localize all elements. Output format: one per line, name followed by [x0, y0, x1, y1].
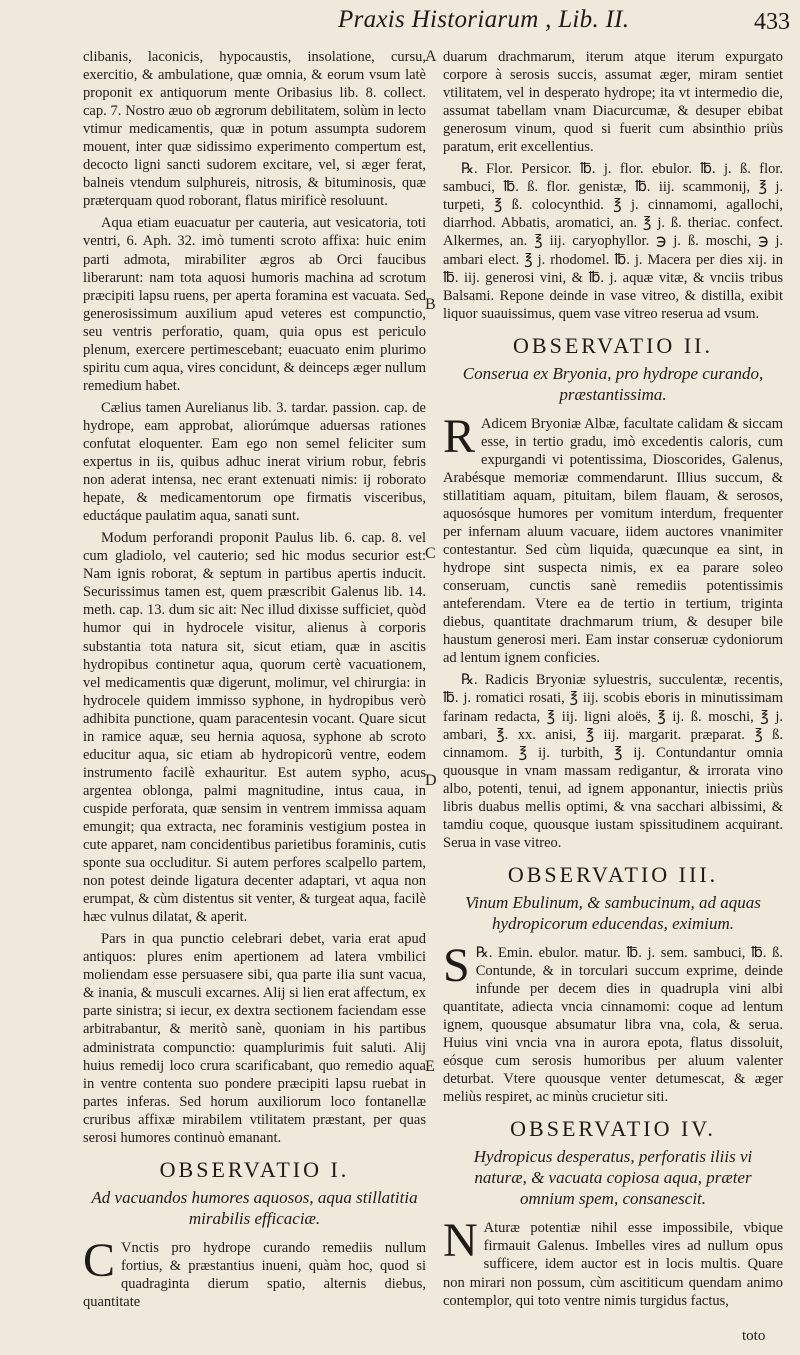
body-paragraph: clibanis, laconicis, hypocaustis, insolatione, cursu, exercitio, & ambulatione, quæ omnia, & eorum vsum latè proponit ex antiquorum mente Oribasius lib. 8. collect. cap. 7. Nostro æuo ob ægrorum debilitatem, solùm in lecto vtimur medicamentis, quæ in potum assumpta sudorem mouent, inter quæ sidissimo experimento compertum est, decocto ligni sancti sudorem excitare, vel, si æger ferat, balneis vtendum sulphureis, nitrosis, & bituminosis, quæ præterquam quod roborant, flatus mirificè resoluunt. [83, 49, 426, 210]
observation-subtitle: Hydropicus desperatus, perforatis iliis vi naturæ, & vacuata copiosa aqua, præter omnium spem, consanescit. [473, 1147, 753, 1209]
observation-text [443, 409, 783, 668]
observation-subtitle: Ad vacuandos humores aquosos, aqua stillatitia mirabilis efficaciæ. [91, 1187, 418, 1228]
observation-heading: OBSERVATIO III. [507, 861, 719, 887]
page-header [0, 2, 800, 42]
observation-text-body: Vnctis pro hydrope curando remediis nullum fortius, & præstantius inueni, quàm hoc, quod si quadraginta dierum spatio, alternis diebus, quantitate [83, 1239, 426, 1310]
catchword: toto [742, 1328, 766, 1344]
margin-letter-b: B [425, 296, 436, 313]
body-paragraph: Pars in qua punctio celebrari debet, varia erat apud antiquos: plures enim apertionem ad latera vmbilici moliendam esse persuasere sibi, qua parte ilia sunt vacua, & inania, & musculi excarnes. Alij si lien erat affectum, ex parte sinistra; si iecur, ex dextra sectionem faciendam esse arbitrabantur, & meritò sanè, quoniam in his partibus administrata compunctio: quamplurimis fuit saluti. Alij huius remedij loco crura scarificabant, quo remedio aqua in ventre contenta suo pondere præcipiti lapsu ruebat in partes inferas. Sed horum auxiliorum loco fontanellæ cruribus affixæ mirabilem vtilitatem præstant, per quas serosi humores continuò emanant. [83, 931, 426, 1146]
observation-text [83, 1233, 426, 1311]
page-number: 433 [754, 9, 790, 35]
margin-letter-e: E [425, 1058, 435, 1075]
observation-subtitle: Conserua ex Bryonia, pro hydrope curando, præstantissima. [462, 363, 764, 404]
observation-heading: OBSERVATIO IV. [510, 1116, 716, 1142]
margin-letter-d: D [425, 772, 437, 789]
observation-text-body: Adicem Bryoniæ Albæ, facultate calidam & siccam esse, in tertio gradu, imò excedentis caloris, cum expurgandi vi potentissima, Dioscorides, Galenus, Arabésque memoriæ commendarunt. Illius succum, & stillatitiam aquam, pituitam, bilem flauam, & serosos, aquosósque humores per vomitum interdum, frequenter per infernam aluum vacuare, iidem auctores vnanimiter contestantur. Sed cùm liquida, quæcunque ea sint, in hydrope sint suspecta nimis, ex ea parare soleo conseruam, cunctis sanè remediis potentissimis anteferendam. Vtere ea de tertio in tertium, triginta diebus, quantitate drachmarum trium, & desuper bile haustum generosi meri. Eam instar conseruæ cydoniorum ad lentum ignem conficies. [443, 415, 783, 667]
drop-cap: N [443, 1214, 478, 1268]
observation-subtitle: Vinum Ebulinum, & sambucinum, ad aquas hydropicorum educendas, eximium. [465, 892, 761, 933]
body-paragraph: Aqua etiam euacuatur per cauteria, aut vesicatoria, toti ventri, 6. Aph. 32. imò tumenti scroto affixa: huic enim parti admota, mirabiliter ægros ab Orci faucibus liberarunt: nam tota aquosi humoris machina ad scrotum præcipiti lapsu ruens, per aperta foramina est vacuata. Sed generosissimum auxilium apud veteres est compunctio, seu ventris perforatio, quam, quia opus est periculo plenum, exercere pertimescebant; euacuato enim plurimo spiritu cum aqua, vires concidunt, & deinceps æger nullum remedium habet. [83, 215, 426, 394]
body-paragraph: duarum drachmarum, iterum atque iterum expurgato corpore à serosis succis, assumat æger, miram sentiet vtilitatem, vel in desperato hydrope; ita vt intermedio die, assumat tabellam vnam Diacurcumæ, & desuper ebibat generosum vinum, quod si fuerit cum absinthio priùs paratum, erit excellentius. [443, 49, 783, 156]
recipe-paragraph: ℞. Flor. Persicor. ℔. j. flor. ebulor. ℔. j. ß. flor. sambuci, ℔. ß. flor. genistæ, ℔. iij. scammonij, ℥ j. turpeti, ℥ ß. colocynthid. ℥ j. cinnamomi, agallochi, diarrhod. Abbatis, aromatici, an. ℥ j. ß. theriac. confect. Alkermes, an. ℥ iij. caryophyllor. ℈ j. ß. moschi, ℈ j. ambari elect. ℥ j. rhodomel. ℔. j. Macera per dies xij. in ℔. iij. generosi vini, & ℔. j. aquæ vitæ, & vnciis tribus Balsami. Repone deinde in vase vitreo, & distilla, exibit liquor suauissimus, quem vase vitreo reserua ad vsum. [443, 161, 783, 322]
body-paragraph: Cælius tamen Aurelianus lib. 3. tardar. passion. cap. de hydrope, eam approbat, aliorúmque aduersas rationes confutat eloquenter. Eam ego non semel feliciter sum expertus in iis, quibus adhuc inerat virium robur, febris non aderat intensa, nec erant extenuati nimis: ij roborato hepate, & medicamentorum ope firmatis visceribus, eductáque paulatim aqua, sanati sunt. [83, 399, 426, 525]
observation-text-body: Aturæ potentiæ nihil esse impossibile, vbique firmauit Galenus. Imbelles vires ad nullum opus sufficere, idem auctor est in locis multis. Quare non mirari non possum, cùm ascititicum quendam animo contemplor, qui toto ventre nimis turgidus factus, [443, 1220, 783, 1309]
observation-text-body: ℞. Emin. ebulor. matur. ℔. j. sem. sambuci, ℔. ß. Contunde, & in torculari succum exprime, deinde infunde per decem dies in quadrupla vini albi quantitate, adiecta vncia cinnamomi: coque ad lentum ignem, quousque absumatur libra vna, cola, & serua. Huius vini vncia vna in aurora epota, flatus dissoluit, eósque cum serosis humoribus per aluum valenter deturbat. Vtere quousque venter detumescat, & æger meliùs respiret, ac minùs crucietur siti. [443, 944, 783, 1106]
recipe-paragraph: ℞. Radicis Bryoniæ syluestris, succulentæ, recentis, ℔. j. romatici rosati, ℥ iij. scobis eboris in minutissimam farinam redacta, ℥ iij. ligni aloës, ℥ ij. ß. moschi, ℥ j. ambari, ℥. xx. anisi, ℥ iij. margarit. præparat. ℥ ß. cinnamom. ℥ ij. turbith, ℥ ij. Contundantur omnia quousque in vnam massam redigantur, & irrorata vino albo, potenti, tenui, ad ignem apponantur, iniectis priùs libris duabus mellis optimi, & vna sacchari albissimi, & tamdiu coque, quousque iustam spissitudinem acquirant. Serua in vase vitreo. [443, 672, 783, 851]
drop-cap: C [83, 1233, 116, 1287]
observation-heading: OBSERVATIO I. [159, 1156, 350, 1182]
right-column [443, 48, 783, 1314]
running-title: Praxis Historiarum , Lib. II. [338, 6, 630, 33]
margin-letter-c: C [425, 545, 436, 562]
observation-text [443, 938, 783, 1106]
observation-heading: OBSERVATIO II. [513, 332, 713, 358]
left-column [83, 48, 426, 1315]
margin-letter-a: A [425, 48, 437, 65]
observation-text [443, 1214, 783, 1309]
drop-cap: S [443, 938, 470, 992]
body-paragraph: Modum perforandi proponit Paulus lib. 6. cap. 8. vel cum gladiolo, vel cauterio; sed hic modus securior est: Nam ignis roborat, & septum in partibus apertis inducit. Securissimus tamen est, quem præscribit Galenus lib. 14. meth. cap. 13. dum sic ait: Nec illud dixisse sufficiet, quòd humor qui in hydrocele visitur, alienus à corporis substantia tota natura sit, sicut etiam, quæ in ascitis hydropibus continetur aqua, quorum certè vacuationem, vel medicamentis quæ digerunt, molimur, vel chirurgia: in hydrocele quidem immisso syphone, in hydropibus verò adhibita punctione, quam paracentesin vocant. Quare sicut in ramice aquæ, seu hernia aquosa, syphone ab scroto educitur aqua, sic etiam ab hydropicorũ ventre, eodem instrumento facilè exhauritur. Est autem sypho, acus argentea oblonga, palmi magnitudine, intus caua, in cuspide perforata, quæ sensim in ventrem immissa aquam emungit; qua extracta, nec foraminis vestigium postea in cute apparet, nam concidentibus parietibus foraminis, cutis sponte sua occluditur. Si autem perfores scalpello partem, non potest deinde ligatura decenter adaptari, vt aqua non erumpat, & cùm distentus sit venter, & turgeat aqua, facilè hæc vulnus dilatat, & aperit. [83, 530, 426, 926]
drop-cap: R [443, 409, 476, 463]
